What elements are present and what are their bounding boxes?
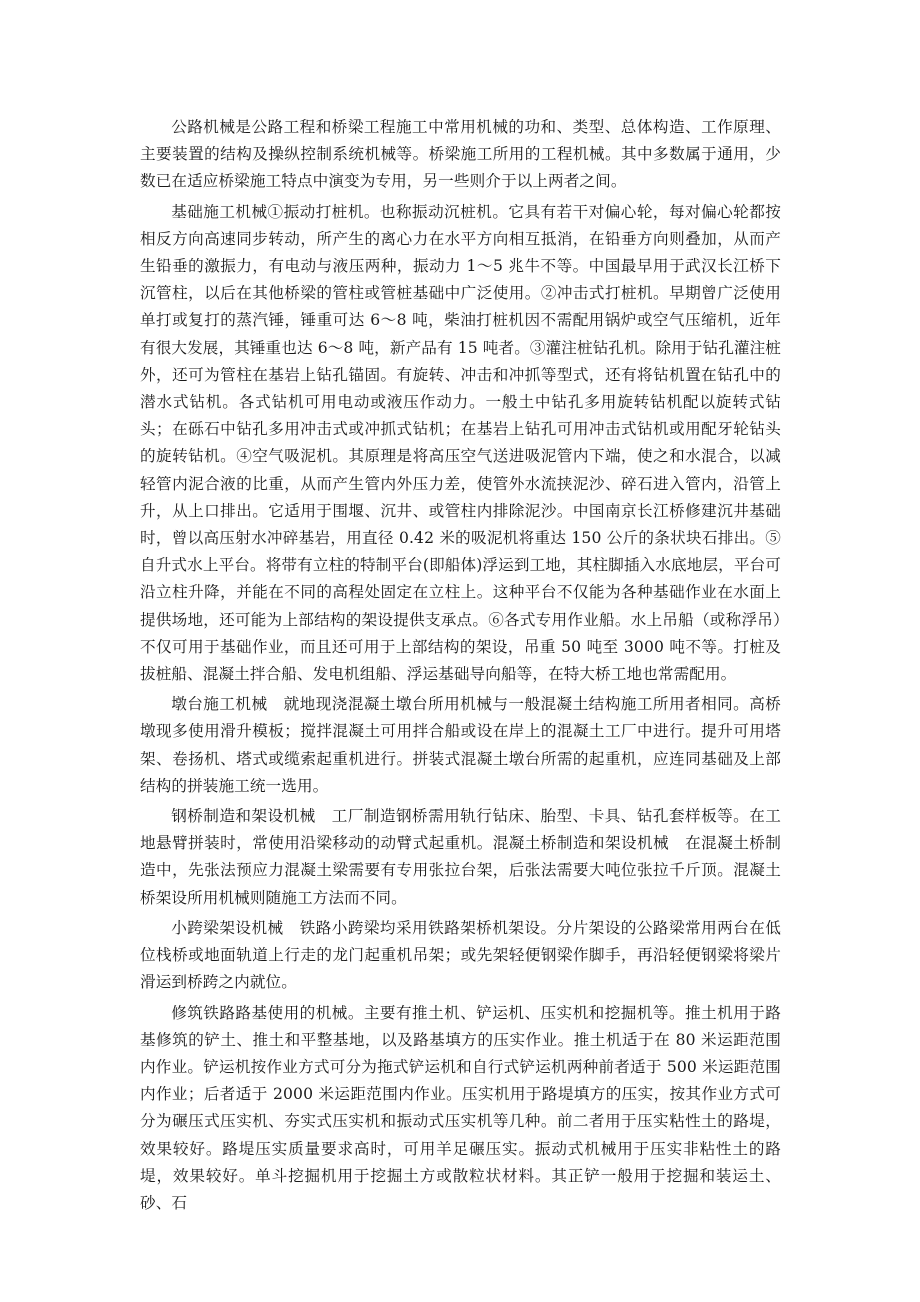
paragraph-pier-machinery: 墩台施工机械 就地现浇混凝土墩台所用机械与一般混凝土结构施工所用者相同。高桥墩现多使用滑升模板；搅拌混凝土可用拌合船或设在岸上的混凝土工厂中进行。提升可用塔架、卷扬机、塔式或缆索起重机进行。拼装式混凝土墩台所需的起重机，应连同基础及上部结构的拼装施工统一选用。 <box>140 695 781 795</box>
paragraph-foundation-machinery: 基础施工机械①振动打桩机。也称振动沉桩机。它具有若干对偏心轮，每对偏心轮都按相反方向高速同步转动，所产生的离心力在水平方向相互抵消，在铅垂方向则叠加，从而产生铅垂的激振力，有电动与液压两种，振动力 1～5 兆牛不等。中国最早用于武汉长江桥下沉管柱，以后在其他桥梁的管柱或管桩基础中广泛使用。②冲击式打桩机。早期曾广泛使用单打或复打的蒸汽锤，锤重可达 6～8 吨，柴油打桩机因不需配用锅炉或空气压缩机，近年有很大发展，其锤重也达 6～8 吨，新产品有 15 吨者。③灌注桩钻孔机。除用于钻孔灌注桩外，还可为管柱在基岩上钻孔锚固。有旋转、冲击和冲抓等型式，还有将钻机置在钻孔中的潜水式钻机。各式钻机可用电动或液压作动力。一般土中钻孔多用旋转钻机配以旋转式钻头；在砾石中钻孔多用冲击式或冲抓式钻机；在基岩上钻孔可用冲击式钻机或用配牙轮钻头的旋转钻机。④空气吸泥机。其原理是将高压空气送进吸泥管内下端，使之和水混合，以减轻管内泥合液的比重，从而产生管内外压力差，使管外水流挟泥沙、碎石进入管内，沿管上升，从上口排出。它适用于围堰、沉井、或管柱内排除泥沙。中国南京长江桥修建沉井基础时，曾以高压射水冲碎基岩，用直径 0.42 米的吸泥机将重达 150 公斤的条状块石排出。⑤自升式水上平台。将带有立柱的特制平台(即船体)浮运到工地，其柱脚插入水底地层，平台可沿立柱升降，并能在不同的高程处固定在立柱上。这种平台不仅能为各种基础作业在水面上提供场地，还可能为上部结构的架设提供支承点。⑥各式专用作业船。水上吊船（或称浮吊）不仅可用于基础作业，而且还可用于上部结构的架设，吊重 50 吨至 3000 吨不等。打桩及拔桩船、混凝土拌合船、发电机组船、浮运基础导向船等，在特大桥工地也常需配用。 <box>140 202 781 684</box>
paragraph-steel-bridge-machinery: 钢桥制造和架设机械 工厂制造钢桥需用轨行钻床、胎型、卡具、钻孔套样板等。在工地悬臂拼装时，常使用沿梁移动的动臂式起重机。混凝土桥制造和架设机械 在混凝土桥制造中，先张法预应力混凝土梁需要有专用张拉台架，后张法需要大吨位张拉千斤顶。混凝土桥架设所用机械则随施工方法而不同。 <box>140 807 781 907</box>
paragraph-small-span-machinery: 小跨梁架设机械 铁路小跨梁均采用铁路架桥机架设。分片架设的公路梁常用两台在低位栈桥或地面轨道上行走的龙门起重机吊架；或先架轻便钢梁作脚手，再沿轻便钢梁将梁片滑运到桥跨之内就位。 <box>140 918 781 992</box>
document-body <box>140 114 781 1220</box>
paragraph-intro: 公路机械是公路工程和桥梁工程施工中常用机械的功和、类型、总体构造、工作原理、主要装置的结构及操纵控制系统机械等。桥梁施工所用的工程机械。其中多数属于通用，少数已在适应桥梁施工特点中演变为专用，另一些则介于以上两者之间。 <box>140 118 781 191</box>
paragraph-roadbed-machinery: 修筑铁路路基使用的机械。主要有推土机、铲运机、压实机和挖掘机等。推土机用于路基修筑的铲土、推土和平整基地，以及路基填方的压实作业。推土机适于在 80 米运距范围内作业。铲运机按作业方式可分为拖式铲运机和自行式铲运机两种前者适于 500 米运距范围内作业；后者适于 2000 米运距范围内作业。压实机用于路堤填方的压实，按其作业方式可分为碾压式压实机、夯实式压实机和振动式压实机等几种。前二者用于压实粘性土的路堤，效果较好。路堤压实质量要求高时，可用羊足碾压实。振动式机械用于压实非粘性土的路堤，效果较好。单斗挖掘机用于挖掘土方或散粒状材料。其正铲一般用于挖掘和装运土、砂、石 <box>140 1003 781 1212</box>
